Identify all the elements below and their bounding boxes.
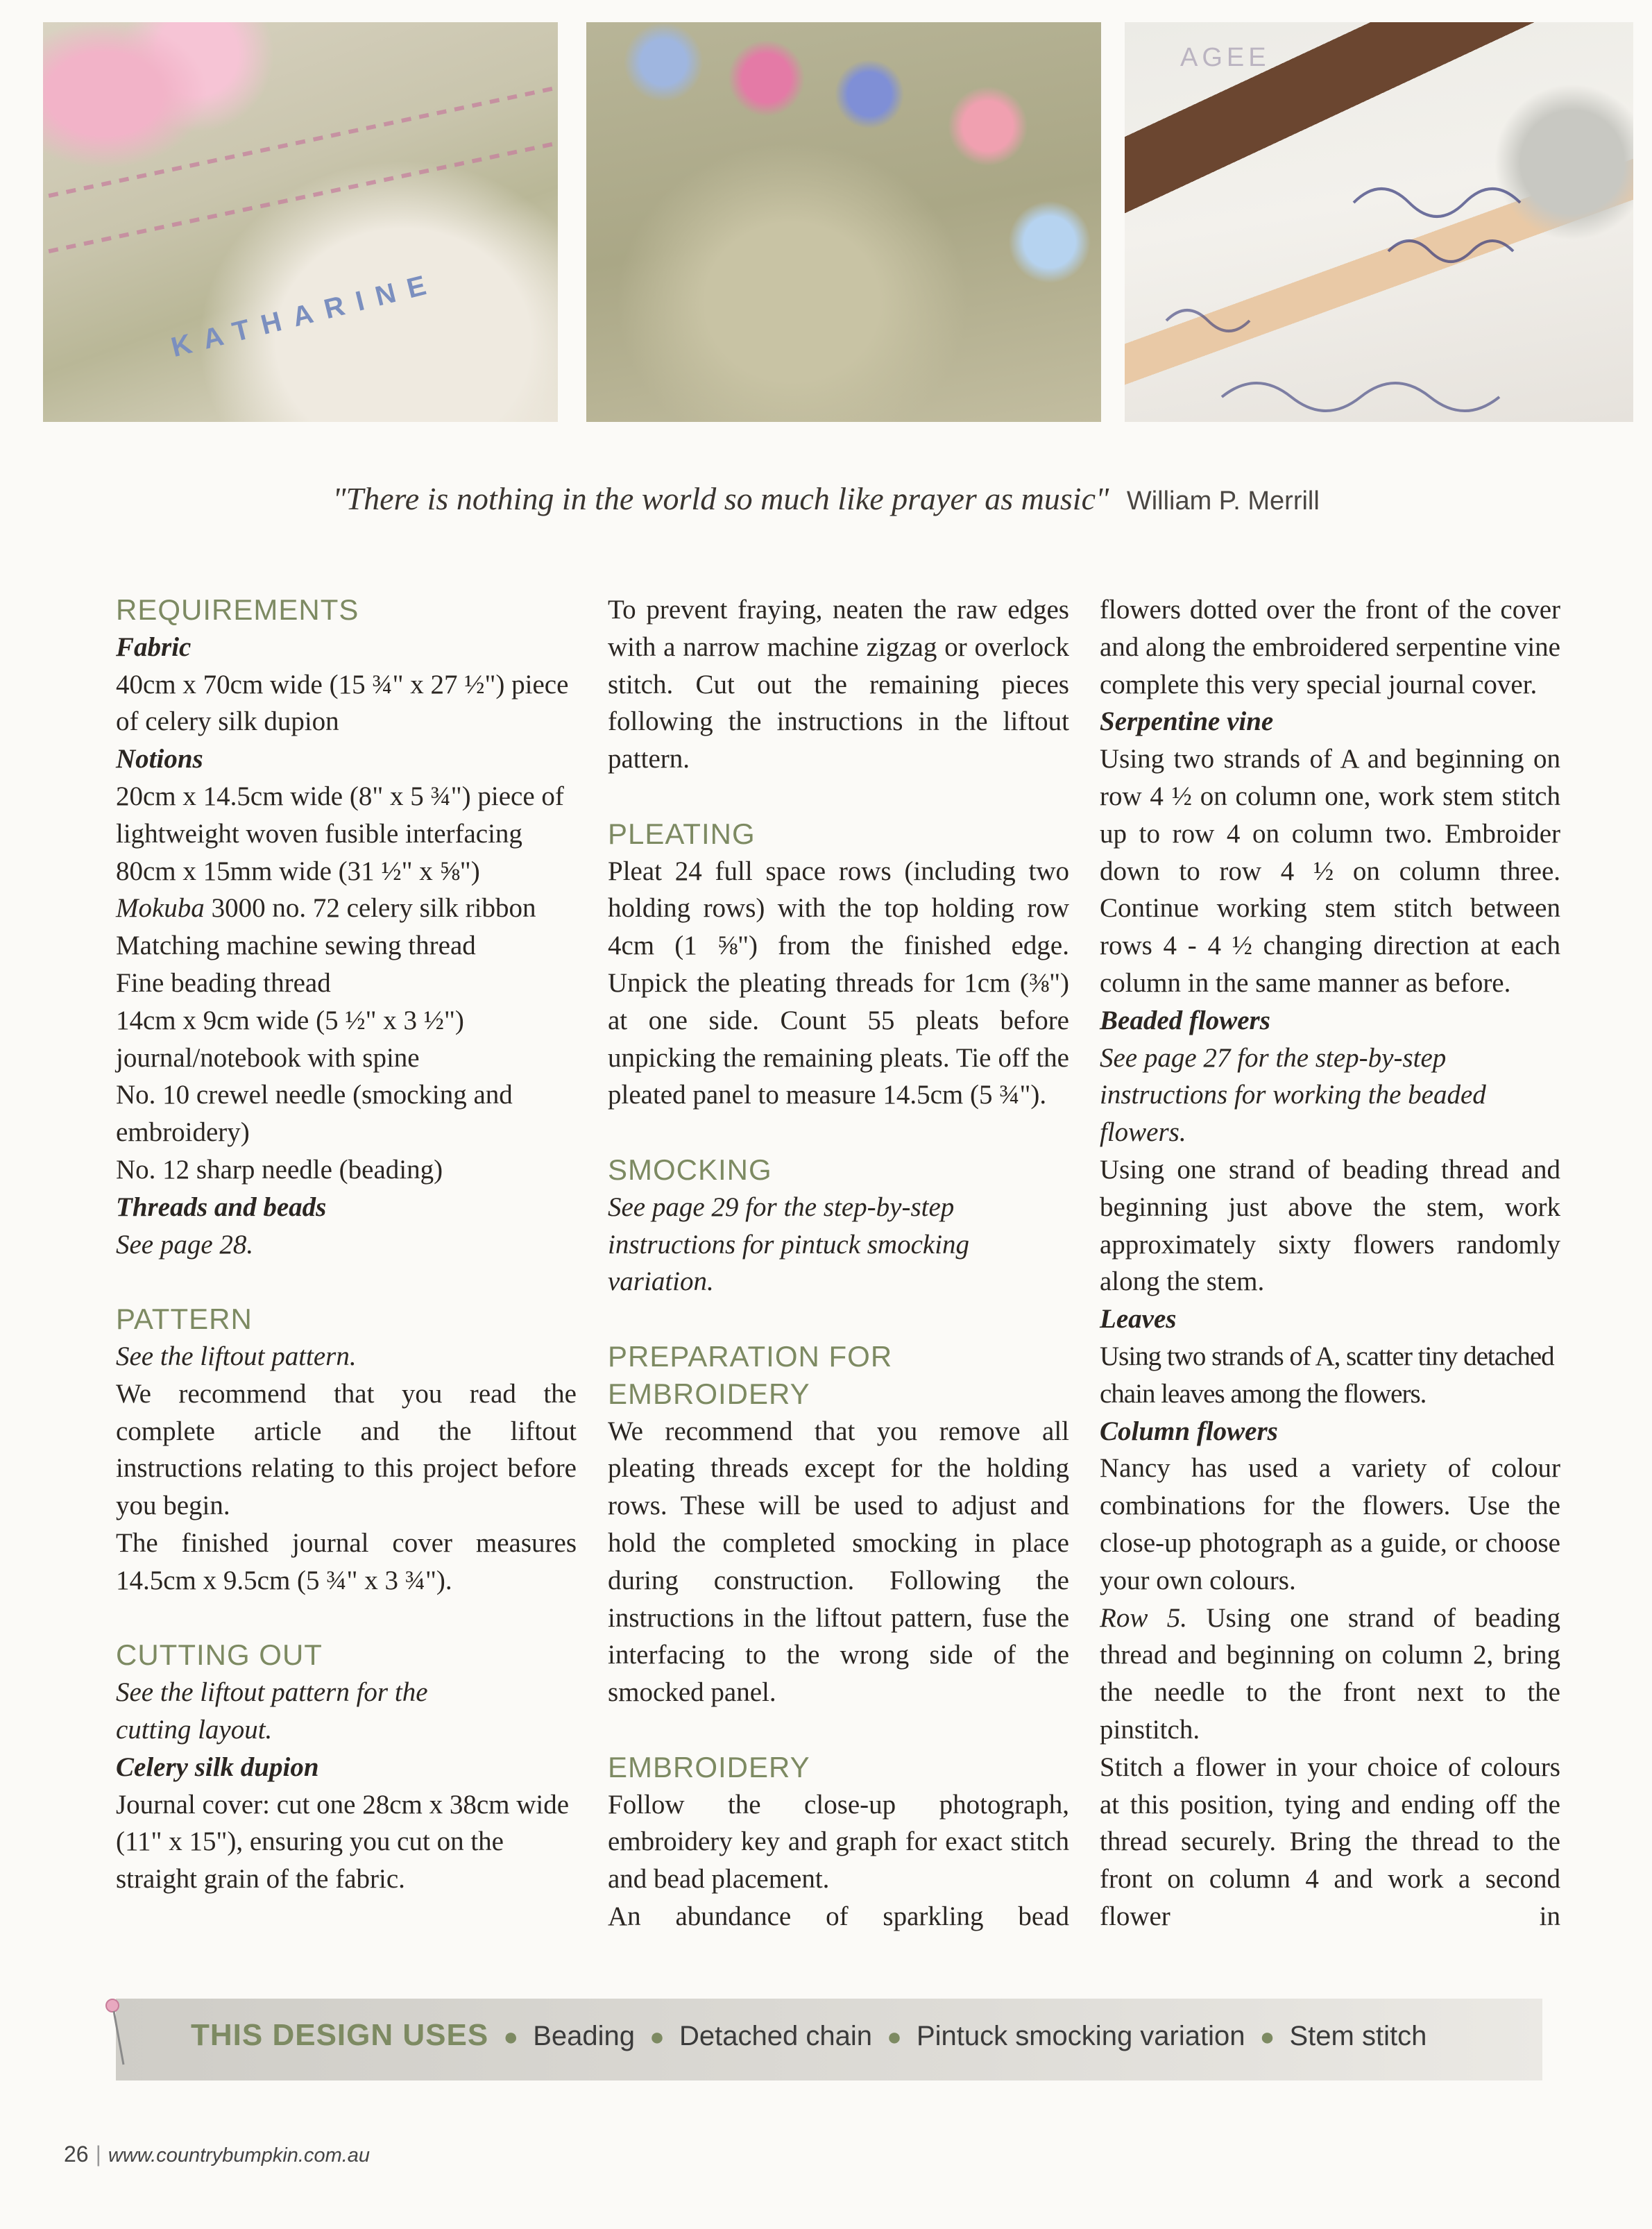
preparation-text: We recommend that you remove all pleating threads except for the holding rows. These will be used to adjust and hold the completed smocking in place during construction. Following the instructions in the liftout pattern, fuse the interfacing to the wrong side of the smocked panel. [608, 1416, 1069, 1708]
pattern-note: See the liftout pattern. [116, 1341, 357, 1371]
design-uses-item: Beading [533, 2021, 635, 2051]
subheading-column-flowers: Column flowers [1100, 1416, 1278, 1446]
beaded-text: Using one strand of beading thread and beginning just above the stem, work approximately sixty flowers randomly along the stem. [1100, 1154, 1560, 1297]
column-1 [116, 591, 577, 1898]
heading-cutting-out: CUTTING OUT [116, 1638, 323, 1672]
threads-text: See page 28. [116, 1229, 254, 1260]
intro-paragraph: flowers dotted over the front of the cover and along the embroidered serpentine vine complete this very special journal cover. [1100, 595, 1560, 700]
row5-text: Using one strand of beading thread and beginning on column 2, bring the needle to the front next to the pinstitch. [1100, 1602, 1560, 1745]
photo-embroidered-letters: KATHARINE [168, 266, 441, 364]
subheading-leaves: Leaves [1100, 1304, 1177, 1334]
subheading-fabric: Fabric [116, 632, 191, 662]
row5-paragraph [1100, 1600, 1560, 1749]
heading-requirements: REQUIREMENTS [116, 593, 359, 626]
design-uses-content [191, 2018, 1427, 2053]
photo-beaded-flowers [586, 22, 1101, 422]
design-uses-item: Stem stitch [1289, 2021, 1427, 2051]
quote-text: "There is nothing in the world so much like prayer as music" [332, 481, 1109, 516]
photo-handwriting-lines [1125, 22, 1633, 422]
serpentine-text: Using two strands of A and beginning on row 4 ½ on column one, work stem stitch up to row 4 on column two. Embroider down to row 4 ½ on column three. Continue working stem stitch between rows 4 - 4 ½ changing direction at each column in the same manner as before. [1100, 744, 1560, 998]
subheading-beaded: Beaded flowers [1100, 1005, 1270, 1035]
beaded-note: See page 27 for the step-by-step instructions for working the beaded flowers. [1100, 1042, 1486, 1148]
embroidery-paragraph: An abundance of sparkling bead [608, 1901, 1069, 1931]
intro-paragraph: To prevent fraying, neaten the raw edges with a narrow machine zigzag or overlock stitch. Cut out the remaining pieces following the instructions in the liftout pattern. [608, 595, 1069, 774]
column-3 [1100, 591, 1560, 1935]
celery-text: Journal cover: cut one 28cm x 38cm wide (11" x 15"), ensuring you cut on the straight grain of the fabric. [116, 1789, 570, 1895]
column-flowers-text: Nancy has used a variety of colour combinations for the flowers. Use the close-up photograph as a guide, or choose your own colours. [1100, 1453, 1560, 1595]
subheading-serpentine: Serpentine vine [1100, 706, 1274, 737]
heading-pleating: PLEATING [608, 817, 756, 850]
pin-icon [103, 1999, 130, 2068]
design-uses-banner [116, 1999, 1542, 2080]
heading-preparation-2: EMBROIDERY [608, 1377, 810, 1410]
smocking-note: See page 29 for the step-by-step instructions for pintuck smocking variation. [608, 1192, 970, 1297]
footer-separator: | [95, 2142, 101, 2167]
photo-fountain-pen [1125, 22, 1633, 422]
leaves-text: Using two strands of A, scatter tiny detached chain leaves among the flowers. [1100, 1341, 1554, 1409]
notions-item: 14cm x 9cm wide (5 ½" x 3 ½") journal/notebook with spine [116, 1005, 464, 1073]
cutting-note: See the liftout pattern for the cutting layout. [116, 1677, 428, 1745]
pattern-paragraph: The finished journal cover measures 14.5cm x 9.5cm (5 ¾" x 3 ¾"). [116, 1527, 577, 1595]
row5-label: Row 5. [1100, 1602, 1188, 1633]
subheading-threads: Threads and beads [116, 1192, 327, 1222]
page-footer [64, 2142, 370, 2167]
notions-item: 20cm x 14.5cm wide (8" x 5 ¾") piece of lightweight woven fusible interfacing [116, 781, 564, 849]
notions-item: No. 10 crewel needle (smocking and embroidery) [116, 1080, 513, 1148]
quote [0, 480, 1652, 517]
pleating-text: Pleat 24 full space rows (including two holding rows) with the top holding row 4cm (1 ⅝") from the finished edge. Unpick the pleating threads for 1cm (⅜") at one side. Count 55 pleats before unpicking the remaining pleats. Tie off the pleated panel to measure 14.5cm (5 ¾"). [608, 856, 1069, 1110]
photo-stamp-letters: AGEE [1180, 43, 1270, 72]
heading-preparation: PREPARATION FOR [608, 1339, 893, 1373]
heading-pattern: PATTERN [116, 1303, 253, 1336]
quote-author: William P. Merrill [1126, 486, 1320, 516]
fabric-text: 40cm x 70cm wide (15 ¾" x 27 ½") piece of celery silk dupion [116, 669, 569, 737]
photo-stitch-band [48, 87, 552, 198]
photo-stitch-band [48, 142, 552, 253]
design-uses-title: THIS DESIGN USES [191, 2018, 489, 2052]
footer-url: www.countrybumpkin.com.au [108, 2144, 371, 2167]
column-2 [608, 591, 1069, 1935]
bullet-icon: ● [1259, 2022, 1275, 2051]
design-uses-item: Pintuck smocking variation [916, 2021, 1245, 2051]
notions-item: No. 12 sharp needle (beading) [116, 1154, 443, 1185]
photo-journal-cover [43, 22, 558, 422]
notions-item-part: 80cm x 15mm wide (31 ½" x ⅝") [116, 856, 480, 886]
notions-item-part: 3000 no. 72 celery silk ribbon [204, 893, 536, 924]
embroidery-paragraph: Follow the close-up photograph, embroidery key and graph for exact stitch and bead placement. [608, 1789, 1069, 1895]
page-number: 26 [64, 2142, 89, 2167]
bullet-icon: ● [887, 2022, 902, 2051]
notions-item: Matching machine sewing thread [116, 931, 476, 961]
design-uses-item: Detached chain [679, 2021, 872, 2051]
subheading-celery: Celery silk dupion [116, 1752, 319, 1782]
bullet-icon: ● [649, 2022, 665, 2051]
bullet-icon: ● [503, 2022, 519, 2051]
notions-item-brand: Mokuba [116, 893, 205, 924]
heading-embroidery: EMBROIDERY [608, 1750, 810, 1783]
subheading-notions: Notions [116, 744, 203, 774]
stitch-paragraph: Stitch a flower in your choice of colours at this position, tying and ending off the thread securely. Bring the thread to the front on column 4 and work a second flower in [1100, 1752, 1560, 1931]
pattern-paragraph: We recommend that you read the complete article and the liftout instructions relating to this project before you begin. [116, 1378, 577, 1521]
heading-smocking: SMOCKING [608, 1153, 772, 1186]
notions-item [116, 853, 577, 928]
notions-item: Fine beading thread [116, 967, 331, 998]
